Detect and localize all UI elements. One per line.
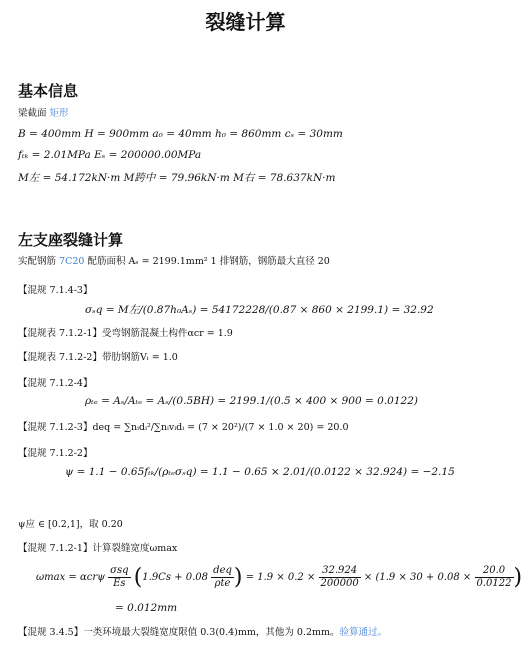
omega-mid2: × (1.9 × 30 + 0.08 × — [363, 572, 472, 583]
frac-num: 32.924 — [319, 565, 361, 578]
check-passed-text: 验算通过。 — [339, 627, 388, 638]
section-label: 梁截面 — [18, 108, 47, 119]
frac-num: σsq — [110, 565, 129, 576]
paren-close-2: ) — [513, 565, 522, 590]
ref-7-1-2-2: 【混规 7.1.2-2】 — [18, 448, 93, 459]
eq-rho-te: ρₜₑ = Aₛ/Aₜₑ = Aₛ/(0.5BH) = 2199.1/(0.5 × 400 × 900 = 0.0122) — [85, 395, 418, 407]
eq-sigma-sq: σₛq = M左/(0.87h₀Aₛ) = 54172228/(0.87 × 860 × 2199.1) = 32.92 — [85, 304, 434, 316]
frac-values-1 — [319, 565, 361, 590]
ref-table-7-1-2-2: 【混规表 7.1.2-2】带肋钢筋Vᵢ = 1.0 — [18, 352, 178, 363]
rebar-prefix: 实配钢筋 — [18, 256, 57, 267]
section-type-line — [18, 105, 69, 119]
frac-sigma-over-es — [108, 565, 130, 590]
frac-den: Es — [113, 578, 126, 589]
frac-num: 20.0 — [475, 565, 514, 578]
frac-den: 200000 — [320, 578, 359, 589]
rebar-suffix: 配筋面积 Aₛ = 2199.1mm² 1 排钢筋，钢筋最大直径 20 — [87, 256, 330, 267]
frac-values-2 — [475, 565, 514, 590]
ref-7-1-2-4: 【混规 7.1.2-4】 — [18, 378, 93, 389]
page-title: 裂缝计算 — [205, 10, 286, 34]
moment-line: M左 = 54.172kN·m M跨中 = 79.96kN·m M右 = 78.637kN·m — [18, 172, 336, 184]
basic-info-heading: 基本信息 — [18, 82, 79, 100]
frac-deq-over-rho — [211, 565, 234, 590]
rebar-value-link[interactable]: 7C20 — [59, 256, 85, 267]
psi-clamp-line: ψ应 ∈ [0.2,1]，取 0.20 — [18, 519, 123, 530]
paren-open: ( — [133, 565, 143, 590]
left-support-heading: 左支座裂缝计算 — [18, 231, 124, 249]
limit-text: 【混规 3.4.5】一类环境最大裂缝宽度限值 0.3(0.4)mm，其他为 0.2mm。 — [18, 627, 340, 638]
ref-7-1-2-3: 【混规 7.1.2-3】deq = ∑nᵢdᵢ²/∑nᵢvᵢdᵢ = (7 × 20²)/(7 × 1.0 × 20) = 20.0 — [18, 422, 349, 433]
eq-psi: ψ = 1.1 − 0.65fₜₖ/(ρₜₑσₛq) = 1.1 − 0.65 × 2.01/(0.0122 × 32.924) = −2.15 — [65, 466, 455, 478]
dimension-line: B = 400mm H = 900mm a₀ = 40mm h₀ = 860mm cₛ = 30mm — [18, 128, 343, 140]
ref-7-1-4-3: 【混规 7.1.4-3】 — [18, 285, 93, 296]
frac-den: ρte — [214, 578, 231, 589]
omega-mid: 1.9Cs + 0.08 — [142, 572, 208, 583]
omega-result: = 0.012mm — [115, 602, 178, 614]
ref-table-7-1-2-1: 【混规表 7.1.2-1】受弯钢筋混凝土构件αcr = 1.9 — [18, 328, 233, 339]
ref-7-1-2-1: 【混规 7.1.2-1】计算裂缝宽度ωmax — [18, 543, 178, 554]
omega-lhs: ωmax = αcrψ — [36, 572, 105, 583]
section-type-link[interactable]: 矩形 — [49, 108, 69, 119]
frac-den: 0.0122 — [476, 578, 512, 589]
material-line: fₜₖ = 2.01MPa Eₛ = 200000.00MPa — [18, 149, 202, 161]
eq-omega-max — [36, 565, 522, 590]
frac-num: deq — [213, 565, 232, 576]
ref-3-4-5 — [18, 624, 387, 638]
rebar-line — [18, 253, 330, 267]
paren-close: ) — [233, 565, 243, 590]
omega-eq: = 1.9 × 0.2 × — [245, 572, 316, 583]
